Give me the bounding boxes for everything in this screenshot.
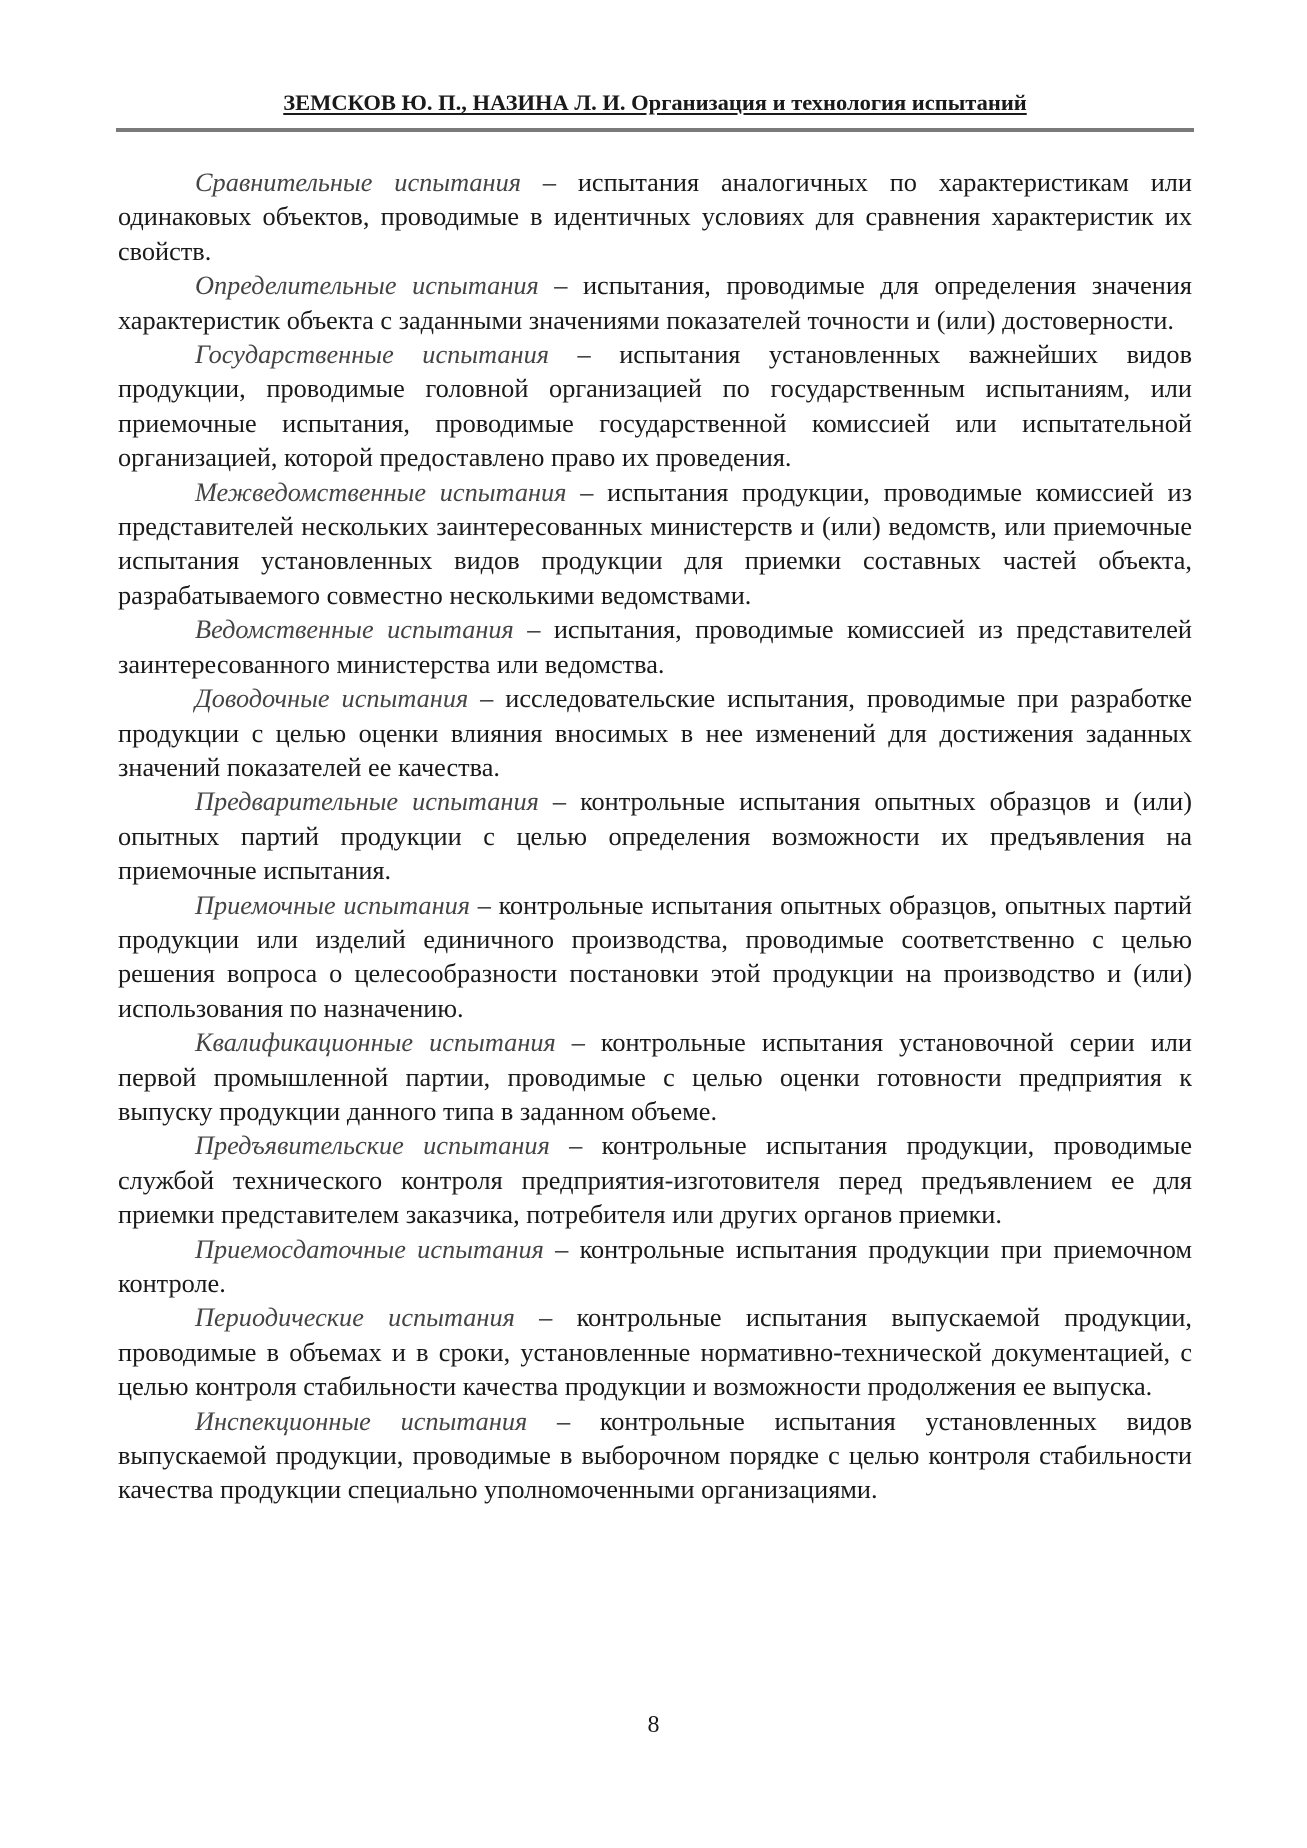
definition-text: испытания продукции, проводимые комиссией из представителей нескольких заинтересованных министерств и (или) ведомств, или приемочные испытания установленных видов продукции для приемки составных частей объекта, разрабатываемого совместно несколькими ведомствами. — [118, 477, 1193, 610]
definition-paragraph — [118, 889, 1192, 1027]
definition-term: Предъявительские испытания — [195, 1131, 550, 1161]
definition-text: контрольные испытания продукции, проводимые службой технического контроля предприятия-изготовителя перед предъявлением ее для приемки представителем заказчика, потребителя или других органов приемки. — [118, 1131, 1193, 1230]
definition-text: контрольные испытания продукции при приемочном контроле. — [118, 1234, 1192, 1298]
definition-text: контрольные испытания установочной серии или первой промышленной партии, проводимые с целью оценки готовности предприятия к выпуску продукции данного типа в заданном объеме. — [118, 1028, 1193, 1126]
definition-paragraph — [118, 785, 1192, 888]
definition-dash: – — [566, 477, 608, 507]
definition-dash: – — [468, 684, 506, 714]
definition-dash: – — [470, 890, 499, 920]
definition-paragraph — [118, 1026, 1192, 1129]
definition-term: Определительные испытания — [195, 271, 539, 301]
running-header: ЗЕМСКОВ Ю. П., НАЗИНА Л. И. Организация и технология испытаний — [283, 90, 1027, 115]
definition-dash: – — [514, 1303, 577, 1333]
definition-text: контрольные испытания опытных образцов, опытных партий продукции или изделий единичного производства, проводимые соответственно с целью решения вопроса о целесообразности постановки этой продукции на производство и (или) использования по назначению. — [118, 890, 1192, 1023]
definition-term: Квалификационные испытания — [195, 1028, 556, 1058]
definition-term: Предварительные испытания — [195, 787, 539, 817]
definition-dash: – — [538, 787, 581, 817]
page-body — [118, 166, 1192, 1508]
definition-dash: – — [520, 168, 578, 197]
definition-dash: – — [549, 1131, 602, 1161]
definition-term: Государственные испытания — [195, 340, 549, 370]
definition-term: Доводочные испытания — [195, 684, 469, 714]
definition-dash: – — [543, 1234, 580, 1264]
definition-term: Периодические испытания — [195, 1303, 515, 1333]
definition-term: Инспекционные испытания — [195, 1406, 528, 1436]
definition-text: исследовательские испытания, проводимые при разработке продукции с целью оценки влияния вносимых в нее изменений для достижения заданных значений показателей ее качества. — [118, 684, 1193, 782]
definition-dash: – — [513, 615, 554, 645]
definition-dash: – — [527, 1406, 600, 1436]
header-rule — [116, 128, 1194, 132]
definition-paragraph — [118, 269, 1192, 338]
definition-paragraph — [118, 1301, 1192, 1404]
definition-text: испытания, проводимые для определения значения характеристик объекта с заданными значениями показателей точности и (или) достоверности. — [118, 271, 1192, 335]
definition-paragraph — [118, 476, 1192, 614]
definition-term: Ведомственные испытания — [195, 615, 514, 645]
definition-text: контрольные испытания выпускаемой продукции, проводимые в объемах и в сроки, установленные нормативно-технической документацией, с целью контроля стабильности качества продукции и возможности продолжения ее выпуска. — [118, 1303, 1192, 1402]
definition-paragraph — [118, 1233, 1192, 1302]
definition-paragraph — [118, 338, 1192, 476]
definition-paragraph — [118, 1129, 1192, 1232]
definition-text: испытания, проводимые комиссией из представителей заинтересованного министерства или ведомства. — [118, 615, 1192, 679]
definition-paragraph — [118, 613, 1192, 682]
definition-dash: – — [555, 1028, 601, 1058]
definition-dash: – — [538, 271, 583, 301]
definition-text: испытания установленных важнейших видов продукции, проводимые головной организацией по государственным испытаниям, или приемочные испытания, проводимые государственной комиссией или испытательной организацией, которой предоставлено право их проведения. — [118, 340, 1192, 473]
definition-term: Сравнительные испытания — [195, 168, 521, 197]
definition-term: Межведомственные испытания — [195, 477, 567, 507]
definition-term: Приемосдаточные испытания — [195, 1234, 544, 1264]
definition-paragraph — [118, 1405, 1192, 1508]
page-number: 8 — [647, 1712, 660, 1738]
definition-paragraph — [118, 166, 1192, 269]
definition-paragraph — [118, 682, 1192, 785]
definition-text: контрольные испытания установленных видов выпускаемой продукции, проводимые в выборочном порядке с целью контроля стабильности качества продукции специально уполномоченными организациями. — [118, 1406, 1192, 1505]
definition-dash: – — [548, 340, 620, 370]
definition-text: контрольные испытания опытных образцов и (или) опытных партий продукции с целью определения возможности их предъявления на приемочные испытания. — [118, 787, 1192, 886]
definition-term: Приемочные испытания — [195, 890, 470, 920]
definition-text: испытания аналогичных по характеристикам или одинаковых объектов, проводимые в идентичных условиях для сравнения характеристик их свойств. — [118, 168, 1192, 266]
